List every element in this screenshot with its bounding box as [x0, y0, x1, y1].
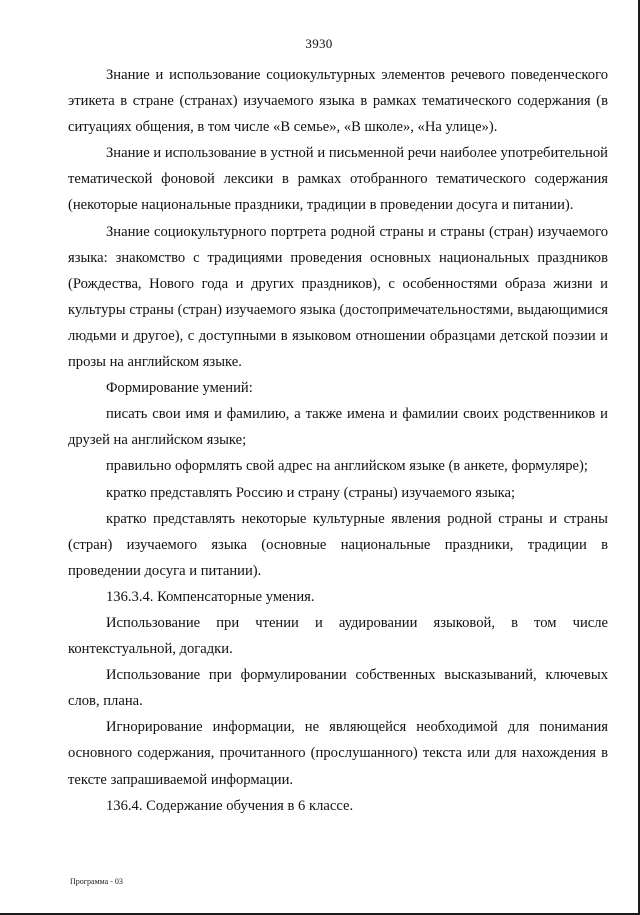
paragraph: Игнорирование информации, не являющейся необходимой для понимания основного содержания, прочитанного (прослушанного) текста или для нахождения в тексте запрашиваемой информации. — [68, 719, 608, 788]
paragraph: кратко представлять некоторые культурные явления родной страны и страны (стран) изучаемого языка (основные национальные праздники, традиции в проведении досуга и питании). — [68, 510, 608, 579]
section-heading: 136.4. Содержание обучения в 6 классе. — [106, 797, 354, 814]
paragraph: Знание и использование в устной и письменной речи наиболее употребительной тематической фоновой лексики в рамках отобранного тематического содержания (некоторые национальные праздники, традиции в проведении досуга и питании). — [68, 145, 608, 214]
body-text — [68, 62, 608, 819]
paragraph: Знание социокультурного портрета родной страны и страны (стран) изучаемого языка: знакомство с традициями проведения основных национальных праздников (Рождества, Нового года и других праздников), с особенностями образа жизни и культуры страны (стран) изучаемого языка (достопримечательностями, выдающимися людьми и другое), с доступными в языковом отношении образцами детской поэзии и прозы на английском языке. — [68, 223, 608, 371]
section-heading: 136.3.4. Компенсаторные умения. — [106, 588, 315, 605]
paragraph: Использование при чтении и аудировании языковой, в том числе контекстуальной, догадки. — [68, 614, 608, 658]
paragraph: правильно оформлять свой адрес на английском языке (в анкете, формуляре); — [106, 458, 588, 475]
page-footer: Программа - 03 — [70, 877, 123, 886]
page-number: 3930 — [305, 36, 333, 51]
paragraph: Формирование умений: — [106, 380, 253, 397]
paragraph: кратко представлять Россию и страну (страны) изучаемого языка; — [106, 484, 516, 501]
paragraph: Использование при формулировании собственных высказываний, ключевых слов, плана. — [68, 667, 608, 710]
paragraph: Знание и использование социокультурных элементов речевого поведенческого этикета в стране (странах) изучаемого языка в рамках тематического содержания (в ситуациях общения, в том числе «В семье», «В школе», «На улице»). — [68, 67, 608, 136]
paragraph: писать свои имя и фамилию, а также имена и фамилии своих родственников и друзей на английском языке; — [68, 406, 608, 449]
